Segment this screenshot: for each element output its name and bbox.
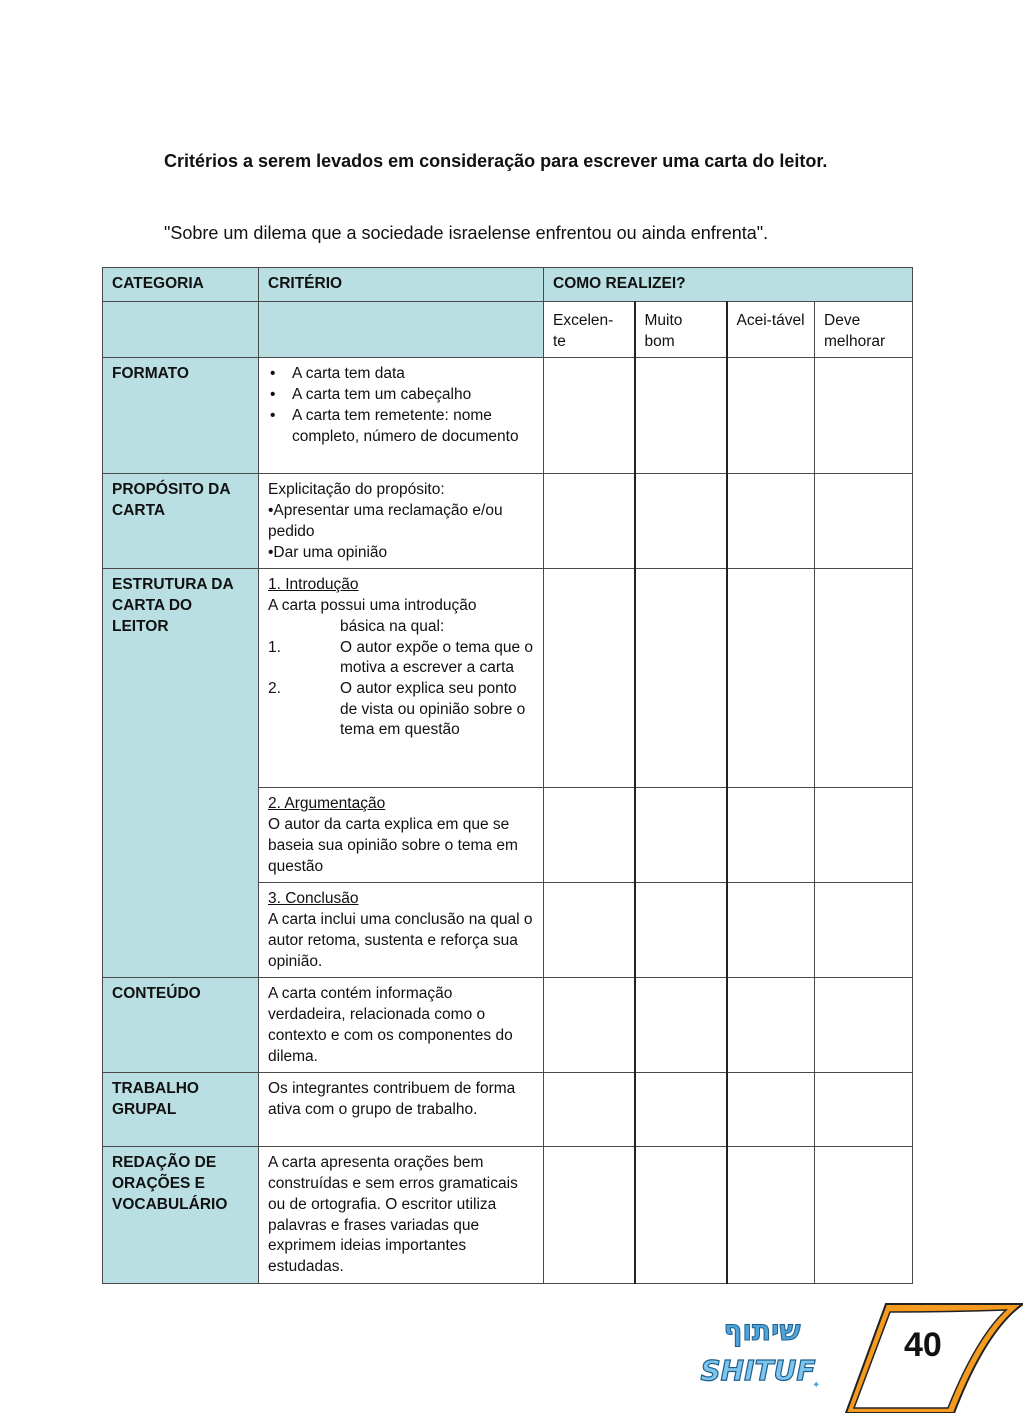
- rating-cell[interactable]: [544, 1147, 635, 1283]
- criterion-text: •Apresentar uma reclamação e/ou pedido: [268, 502, 503, 540]
- rating-cell[interactable]: [815, 788, 913, 883]
- section-title: 3. Conclusão: [268, 890, 359, 908]
- list-item: • A carta tem remetente: nome completo, número de documento: [268, 406, 534, 447]
- table-row: [103, 569, 913, 788]
- rating-cell[interactable]: [544, 883, 635, 978]
- numbered-item: [268, 638, 534, 679]
- category-cell: CONTEÚDO: [103, 978, 259, 1073]
- rating-cell[interactable]: [635, 978, 727, 1073]
- rating-cell[interactable]: [815, 358, 913, 474]
- rating-cell[interactable]: [544, 1073, 635, 1147]
- numbered-item: [268, 679, 534, 741]
- list-item: • A carta tem data: [268, 364, 534, 385]
- rating-cell[interactable]: [544, 358, 635, 474]
- rating-cell[interactable]: [544, 978, 635, 1073]
- rating-cell[interactable]: [635, 474, 727, 569]
- page-subtitle: "Sobre um dilema que a sociedade israelense enfrentou ou ainda enfrenta".: [164, 223, 769, 243]
- rating-cell[interactable]: [727, 978, 815, 1073]
- table-row: [103, 1073, 913, 1147]
- criterion-cell: [259, 788, 544, 883]
- header-category: CATEGORIA: [103, 268, 259, 302]
- rating-cell[interactable]: [727, 788, 815, 883]
- rating-cell[interactable]: [815, 883, 913, 978]
- rating-cell[interactable]: [815, 978, 913, 1073]
- blank-cell: [259, 302, 544, 358]
- category-cell: FORMATO: [103, 358, 259, 474]
- rating-cell[interactable]: [544, 569, 635, 788]
- rating-cell[interactable]: [635, 788, 727, 883]
- section-title: 1. Introdução: [268, 576, 359, 594]
- item-number: 1.: [268, 638, 281, 656]
- criterion-text: básica na qual:: [340, 617, 445, 635]
- item-number: 2.: [268, 679, 281, 697]
- page-title: Critérios a serem levados em consideração para escrever uma carta do leitor.: [164, 151, 828, 171]
- criterion-cell: A carta contém informação verdadeira, relacionada como o contexto e com os componentes do dilema.: [259, 978, 544, 1073]
- logo-hebrew-text: שיתוף: [723, 1314, 801, 1347]
- rating-cell[interactable]: [815, 569, 913, 788]
- page-number: 40: [904, 1326, 942, 1364]
- table-header-row: [103, 268, 913, 302]
- criterion-text: O autor da carta explica em que se baseia sua opinião sobre o tema em questão: [268, 816, 518, 875]
- item-text: O autor explica seu ponto de vista ou opinião sobre o tema em questão: [340, 679, 526, 739]
- criteria-table: [102, 267, 913, 1284]
- criterion-text: A carta possui uma introdução: [268, 597, 477, 615]
- rating-cell[interactable]: [815, 474, 913, 569]
- category-cell: PROPÓSITO DA CARTA: [103, 474, 259, 569]
- rating-cell[interactable]: [635, 569, 727, 788]
- criterion-text: •Dar uma opinião: [268, 543, 388, 561]
- rating-cell[interactable]: [727, 883, 815, 978]
- criterion-cell: A carta apresenta orações bem construídas e sem erros gramaticais ou de ortografia. O escritor utiliza palavras e frases variadas que exprimem ideias importantes estudadas.: [259, 1147, 544, 1283]
- item-text: O autor expõe o tema que o motiva a escrever a carta: [340, 638, 534, 677]
- rating-cell[interactable]: [727, 474, 815, 569]
- criterion-cell: [259, 358, 544, 474]
- category-cell: ESTRUTURA DA CARTA DO LEITOR: [103, 569, 259, 978]
- header-how: COMO REALIZEI?: [544, 268, 913, 302]
- rating-cell[interactable]: [815, 1147, 913, 1283]
- criterion-cell: [259, 883, 544, 978]
- level-very-good: Muito bom: [635, 302, 727, 358]
- level-excellent: Excelen-te: [544, 302, 635, 358]
- blank-cell: [103, 302, 259, 358]
- rating-cell[interactable]: [815, 1073, 913, 1147]
- header-criterion: CRITÉRIO: [259, 268, 544, 302]
- rating-cell[interactable]: [727, 358, 815, 474]
- rating-cell[interactable]: [727, 1147, 815, 1283]
- criterion-cell: [259, 474, 544, 569]
- rating-cell[interactable]: [635, 358, 727, 474]
- rating-cell[interactable]: [727, 1073, 815, 1147]
- category-cell: REDAÇÃO DE ORAÇÕES E VOCABULÁRIO: [103, 1147, 259, 1283]
- rating-cell[interactable]: [635, 1073, 727, 1147]
- table-row: [103, 474, 913, 569]
- table-row: [103, 1147, 913, 1283]
- criterion-text: A carta inclui uma conclusão na qual o autor retoma, sustenta e reforça sua opinião.: [268, 911, 533, 970]
- list-item: • A carta tem um cabeçalho: [268, 385, 534, 406]
- rating-cell[interactable]: [727, 569, 815, 788]
- section-title: 2. Argumentação: [268, 795, 386, 813]
- level-improve: Deve melhorar: [815, 302, 913, 358]
- rating-cell[interactable]: [635, 1147, 727, 1283]
- criterion-text: Explicitação do propósito:: [268, 481, 445, 499]
- sparkle-icon: ✦: [812, 1380, 821, 1390]
- level-acceptable: Acei-tável: [727, 302, 815, 358]
- table-row: [103, 978, 913, 1073]
- levels-row: [103, 302, 913, 358]
- criterion-cell: [259, 569, 544, 788]
- rating-cell[interactable]: [635, 883, 727, 978]
- criterion-cell: Os integrantes contribuem de forma ativa com o grupo de trabalho.: [259, 1073, 544, 1147]
- category-cell: TRABALHO GRUPAL: [103, 1073, 259, 1147]
- shituf-logo: [700, 1308, 825, 1390]
- logo-latin-text: SHITUF: [700, 1354, 816, 1387]
- rating-cell[interactable]: [544, 474, 635, 569]
- table-row: [103, 358, 913, 474]
- rating-cell[interactable]: [544, 788, 635, 883]
